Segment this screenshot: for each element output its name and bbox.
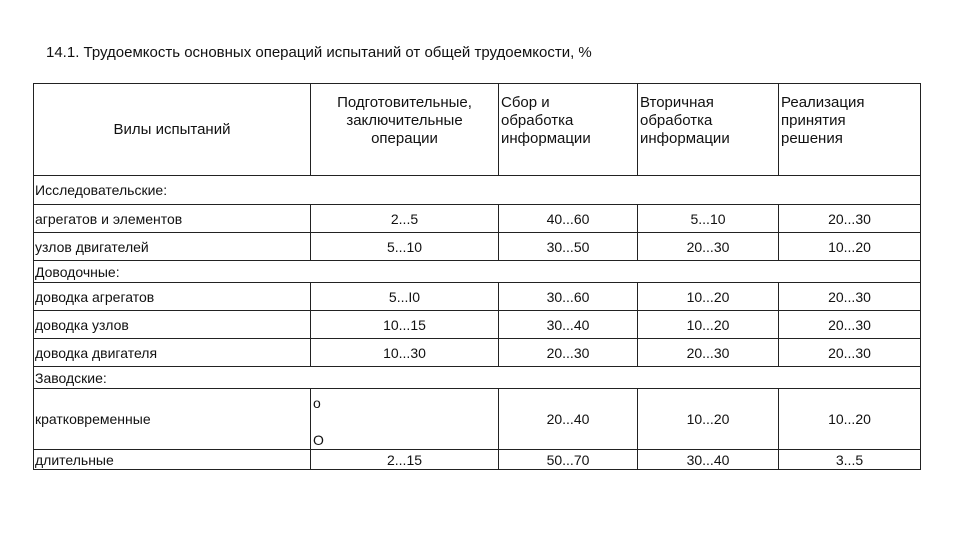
row-name: доводка узлов [34, 311, 311, 339]
section-label: Доводочные: [34, 261, 921, 283]
header-preparatory-operations: Подготовительные, заключительные операции [311, 84, 499, 176]
row-value: 5...10 [638, 205, 779, 233]
row-value: 50...70 [499, 450, 638, 470]
table-row [34, 283, 921, 311]
row-value: 40...60 [499, 205, 638, 233]
row-value: 20...40 [499, 389, 638, 450]
row-value: 10...15 [311, 311, 499, 339]
section-row-finishing [34, 261, 921, 283]
table-row [34, 205, 921, 233]
section-row-factory [34, 367, 921, 389]
row-value: 30...40 [499, 311, 638, 339]
row-name: доводка агрегатов [34, 283, 311, 311]
section-label: Заводские: [34, 367, 921, 389]
labor-intensity-table [33, 83, 921, 470]
row-value: 10...20 [779, 233, 921, 261]
row-value: 20...30 [779, 205, 921, 233]
row-value: 20...30 [779, 339, 921, 367]
row-name: доводка двигателя [34, 339, 311, 367]
header-test-types: Вилы испытаний [34, 84, 311, 176]
row-value: 10...20 [638, 311, 779, 339]
row-value: 20...30 [499, 339, 638, 367]
header-data-collection: Сбор и обработка информации [499, 84, 638, 176]
row-value: 20...30 [638, 233, 779, 261]
row-value: 30...60 [499, 283, 638, 311]
row-value: 20...30 [638, 339, 779, 367]
row-value: 10...20 [638, 283, 779, 311]
table-row [34, 233, 921, 261]
table-row [34, 339, 921, 367]
page-title: 14.1. Трудоемкость основных операций испытаний от общей трудоемкости, % [46, 44, 592, 61]
row-value: 20...30 [779, 311, 921, 339]
header-decision-implementation: Реализация принятия решения [779, 84, 921, 176]
row-value: 30...50 [499, 233, 638, 261]
row-value: 10...20 [779, 389, 921, 450]
row-value: 2...15 [311, 450, 499, 470]
row-value-top-mark: о [313, 395, 321, 411]
row-value: 5...10 [311, 233, 499, 261]
header-secondary-processing: Вторичная обработка информации [638, 84, 779, 176]
row-name: агрегатов и элементов [34, 205, 311, 233]
table-header-row [34, 84, 921, 176]
table-row [34, 389, 921, 450]
row-value: 30...40 [638, 450, 779, 470]
section-row-research [34, 176, 921, 205]
section-label: Исследовательские: [34, 176, 921, 205]
row-value: 10...30 [311, 339, 499, 367]
row-value: 5...I0 [311, 283, 499, 311]
row-name: кратковременные [34, 389, 311, 450]
row-value: 20...30 [779, 283, 921, 311]
row-value: 3...5 [779, 450, 921, 470]
row-value [311, 389, 499, 450]
row-value: 2...5 [311, 205, 499, 233]
row-name: узлов двигателей [34, 233, 311, 261]
row-name: длительные [34, 450, 311, 470]
row-value: 10...20 [638, 389, 779, 450]
table-row [34, 450, 921, 470]
row-value-bottom-mark: О [313, 432, 324, 448]
table-row [34, 311, 921, 339]
